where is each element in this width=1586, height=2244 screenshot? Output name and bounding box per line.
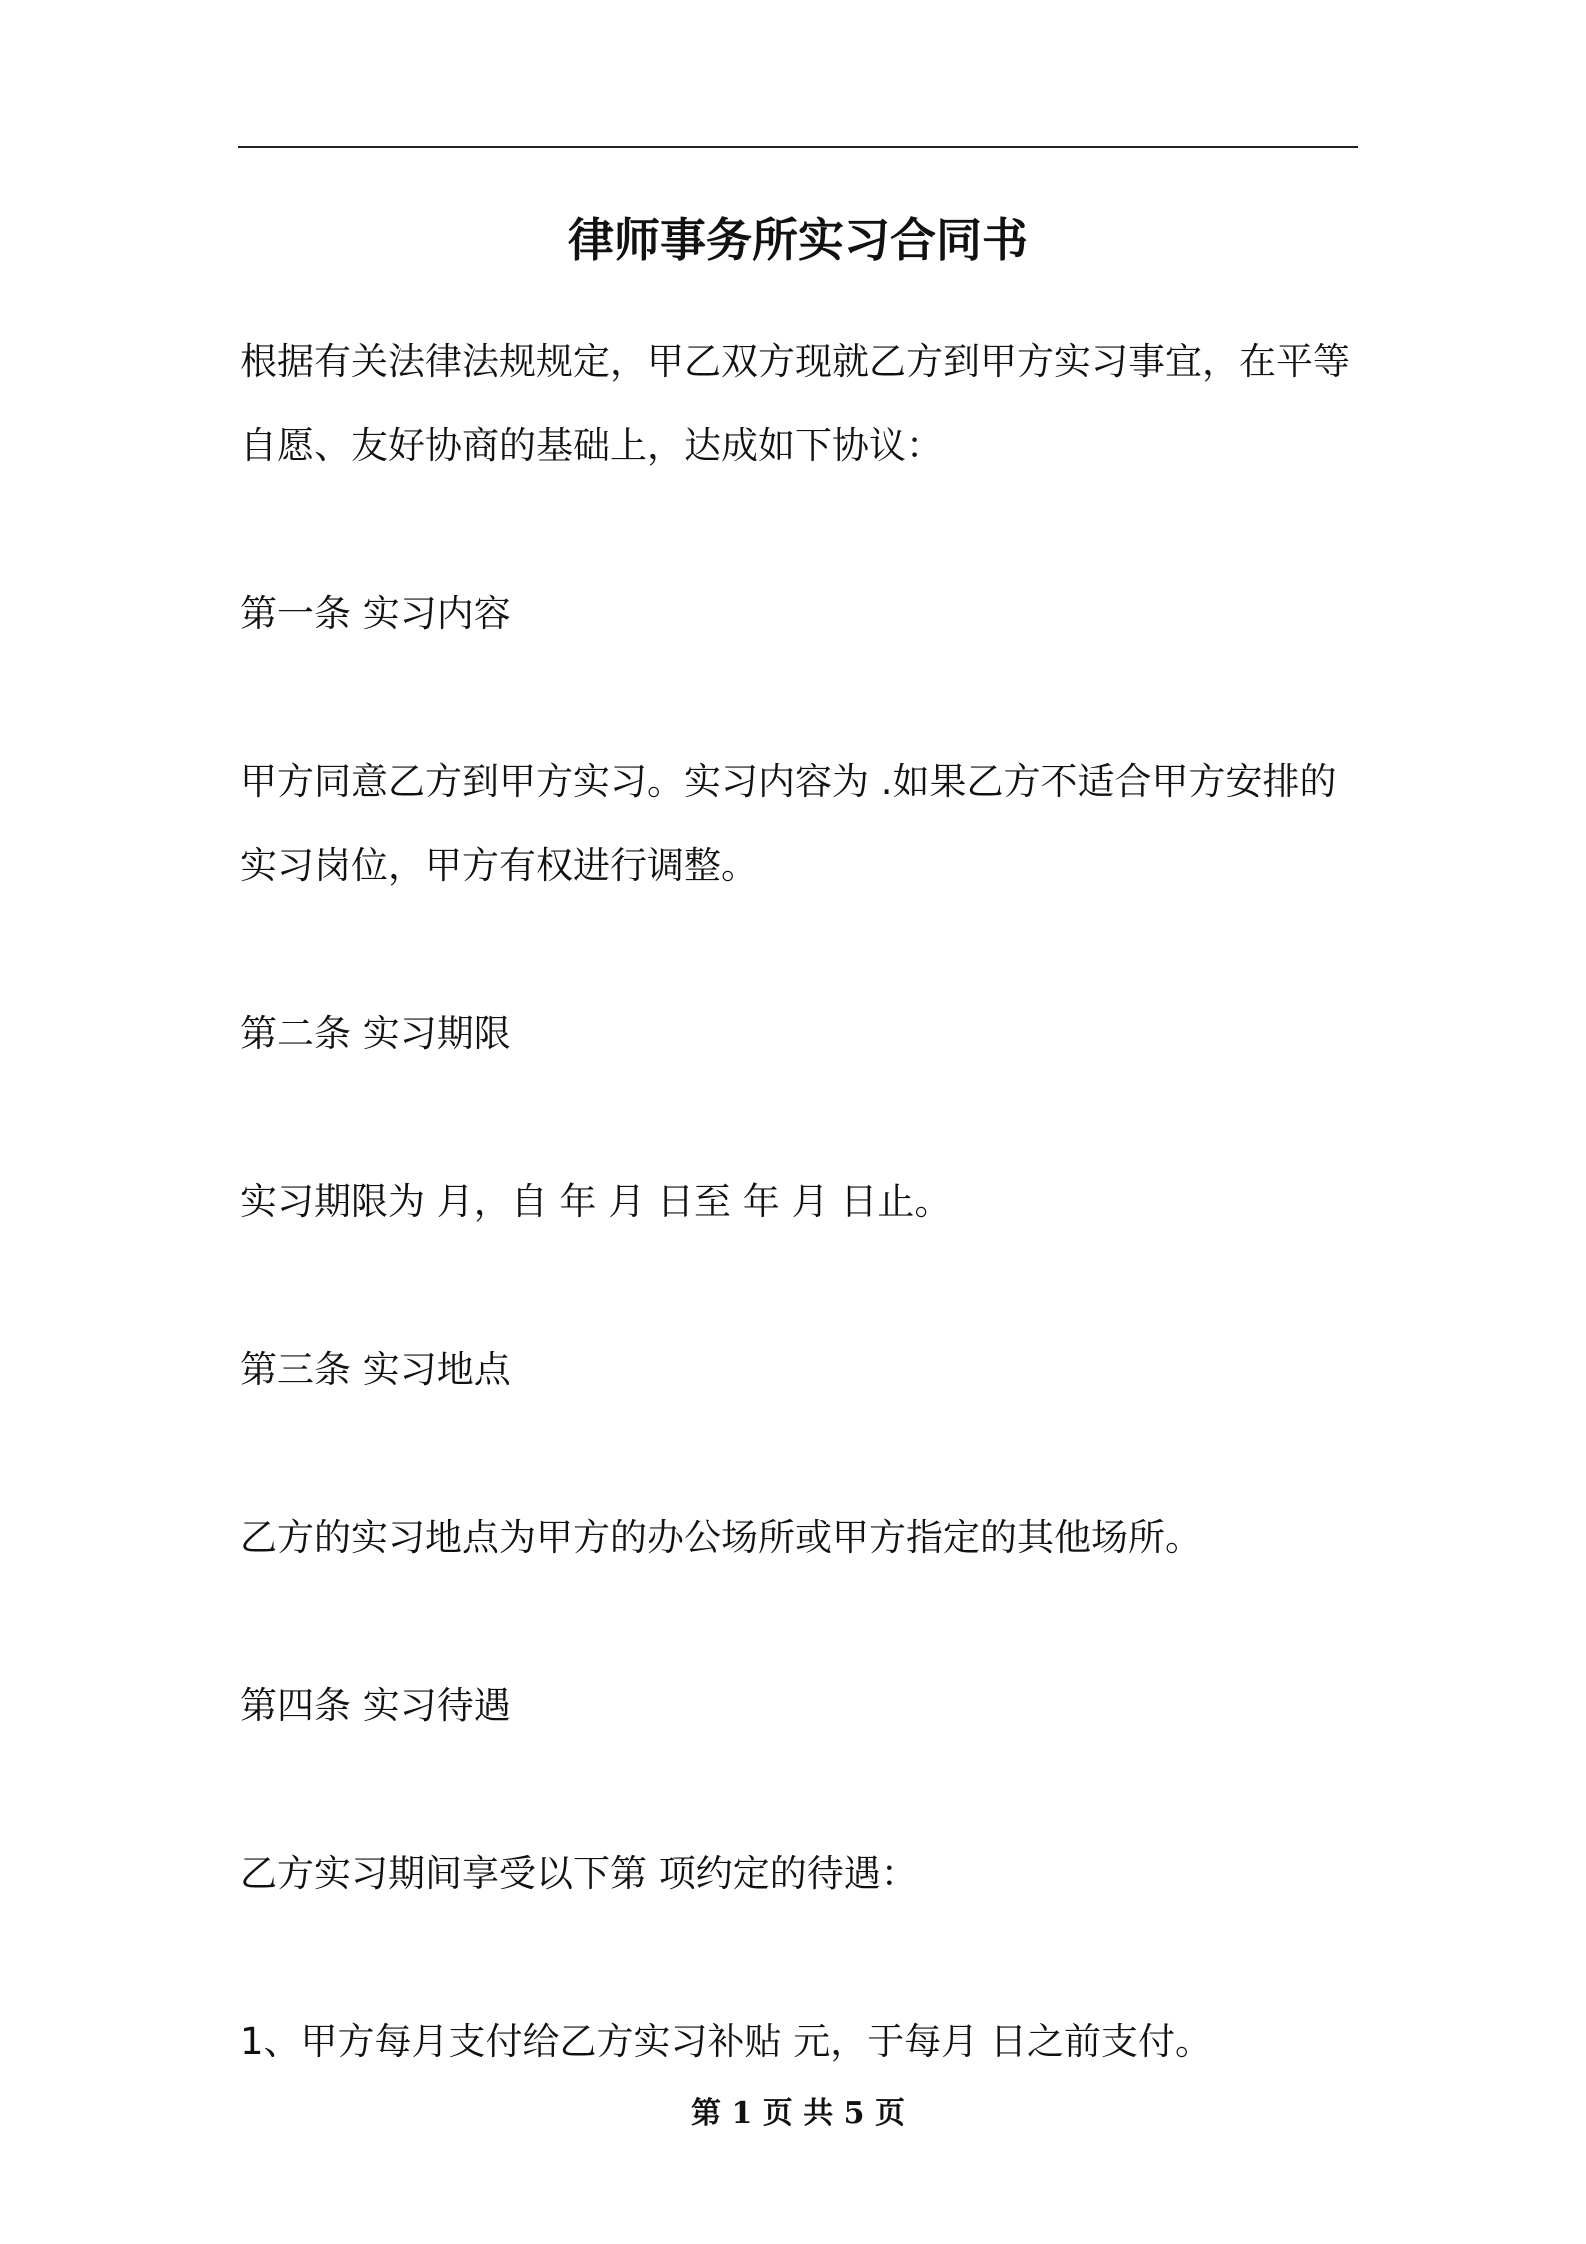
article-1-heading: 第一条 实习内容 bbox=[240, 592, 511, 635]
article-4-intro: 乙方实习期间享受以下第 项约定的待遇： bbox=[240, 1852, 918, 1895]
document-title: 律师事务所实习合同书 bbox=[568, 213, 1028, 267]
article-4-heading: 第四条 实习待遇 bbox=[240, 1684, 511, 1727]
preamble-line-1: 根据有关法律法规规定，甲乙双方现就乙方到甲方实习事宜，在平等 bbox=[240, 340, 1350, 383]
article-4-item-1: 1、甲方每月支付给乙方实习补贴 元，于每月 日之前支付。 bbox=[240, 2020, 1213, 2063]
article-3-body: 乙方的实习地点为甲方的办公场所或甲方指定的其他场所。 bbox=[240, 1516, 1202, 1559]
article-2-body: 实习期限为 月，自 年 月 日至 年 月 日止。 bbox=[240, 1180, 952, 1223]
article-1-body-line-1: 甲方同意乙方到甲方实习。实习内容为 .如果乙方不适合甲方安排的 bbox=[240, 760, 1337, 803]
page-number: 第 1 页 共 5 页 bbox=[691, 2096, 905, 2131]
preamble-line-2: 自愿、友好协商的基础上，达成如下协议： bbox=[240, 424, 943, 467]
article-2-heading: 第二条 实习期限 bbox=[240, 1012, 511, 1055]
article-1-body-line-2: 实习岗位，甲方有权进行调整。 bbox=[240, 844, 758, 887]
header-divider bbox=[238, 146, 1358, 148]
article-3-heading: 第三条 实习地点 bbox=[240, 1348, 511, 1391]
